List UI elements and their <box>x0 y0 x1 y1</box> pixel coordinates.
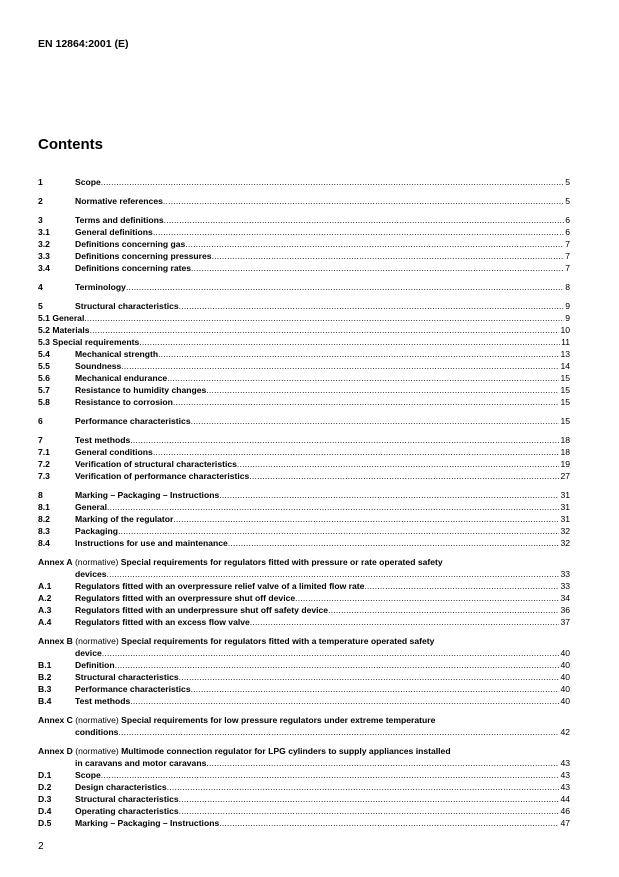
toc-entry-number: 8.2 <box>38 514 50 524</box>
toc-entry-title: Soundness <box>75 361 122 371</box>
toc-entry[interactable] <box>38 300 570 312</box>
toc-entry-page: 43 <box>560 770 570 780</box>
toc-entry-number: 6 <box>38 416 43 426</box>
toc-entry-page: 34 <box>560 593 570 603</box>
toc-entry-title: Verification of structural characteristics <box>75 459 237 469</box>
document-header: EN 12864:2001 (E) <box>38 38 129 50</box>
toc-entry-page: 13 <box>560 349 570 359</box>
toc-entry-title: Scope <box>75 770 101 780</box>
annex-note: (normative) <box>74 557 119 567</box>
toc-entry-page: 43 <box>560 758 570 768</box>
toc-entry-title: Verification of performance characteristics <box>75 471 250 481</box>
page-number: 2 <box>38 841 44 852</box>
toc-entry-title: Definitions concerning rates <box>75 263 192 273</box>
toc-entry-page: 36 <box>560 605 570 615</box>
toc-entry[interactable] <box>38 580 570 592</box>
toc-entry-page: 40 <box>560 684 570 694</box>
toc-entry[interactable] <box>38 415 570 427</box>
toc-entry[interactable] <box>38 312 570 324</box>
toc-entry[interactable] <box>38 793 570 805</box>
toc-entry-title: Marking of the regulator <box>75 514 174 524</box>
toc-entry-page: 33 <box>560 581 570 591</box>
toc-entry-title: Instructions for use and maintenance <box>75 538 228 548</box>
annex-b-heading[interactable] <box>38 635 570 647</box>
toc-entry-title: General definitions <box>75 227 153 237</box>
toc-entry-number: A.4 <box>38 617 52 627</box>
toc-entry-title: Test methods <box>75 696 131 706</box>
toc-entry[interactable] <box>38 683 570 695</box>
toc-entry-title: Performance characteristics <box>75 416 191 426</box>
toc-entry[interactable] <box>38 458 570 470</box>
toc-entry-title: Regulators fitted with an overpressure relief valve of a limited flow rate <box>75 581 365 591</box>
toc-entry-number: D.1 <box>38 770 52 780</box>
toc-entry-page: 5 <box>565 196 570 206</box>
toc-entry-number: B.2 <box>38 672 52 682</box>
toc-entry[interactable] <box>38 281 570 293</box>
toc-entry-page: 7 <box>565 239 570 249</box>
toc-entry-number: D.2 <box>38 782 52 792</box>
toc-entry-title: Mechanical endurance <box>75 373 168 383</box>
toc-entry-page: 8 <box>565 282 570 292</box>
toc-entry-number: 7.3 <box>38 471 50 481</box>
toc-entry-title: Structural characteristics <box>75 794 179 804</box>
toc-entry-title: Regulators fitted with an overpressure shut off device <box>75 593 296 603</box>
toc-entry-title: Design characteristics <box>75 782 167 792</box>
annex-label: Annex C <box>38 715 73 725</box>
annex-note: (normative) <box>75 636 119 646</box>
toc-entry[interactable] <box>38 592 570 604</box>
toc-entry-title: 5.3 Special requirements <box>38 337 140 347</box>
toc-entry[interactable] <box>38 805 570 817</box>
toc-entry-title: General <box>75 502 108 512</box>
toc-entry-title: Definition <box>75 660 115 670</box>
toc-entry-page: 6 <box>565 227 570 237</box>
toc-entry[interactable] <box>38 195 570 207</box>
toc-entry-number: 7 <box>38 435 43 445</box>
toc-entry[interactable] <box>38 781 570 793</box>
toc-entry-number: D.5 <box>38 818 52 828</box>
toc-entry-number: 5 <box>38 301 43 311</box>
toc-entry[interactable] <box>38 513 570 525</box>
toc-entry-page: 18 <box>560 447 570 457</box>
toc-entry-number: 3.2 <box>38 239 50 249</box>
toc-entry-page: 15 <box>560 385 570 395</box>
toc-entry-page: 7 <box>565 263 570 273</box>
toc-entry-title: Operating characteristics <box>75 806 179 816</box>
toc-entry-number: B.4 <box>38 696 52 706</box>
toc-entry[interactable] <box>38 384 570 396</box>
toc-entry-page: 46 <box>560 806 570 816</box>
toc-entry-page: 19 <box>560 459 570 469</box>
toc-entry-number: 8.3 <box>38 526 50 536</box>
toc-entry[interactable] <box>38 757 570 769</box>
annex-a-heading[interactable] <box>38 556 570 568</box>
toc-entry-number: B.1 <box>38 660 52 670</box>
toc-entry-page: 32 <box>560 538 570 548</box>
toc-entry[interactable] <box>38 238 570 250</box>
toc-entry-title: Structural characteristics <box>75 301 179 311</box>
toc-entry[interactable] <box>38 262 570 274</box>
toc-entry-page: 47 <box>560 818 570 828</box>
toc-entry-number: D.3 <box>38 794 52 804</box>
toc-entry-page: 27 <box>560 471 570 481</box>
toc-entry[interactable] <box>38 647 570 659</box>
toc-entry-page: 40 <box>560 648 570 658</box>
toc-entry-number: 5.8 <box>38 397 50 407</box>
toc-entry-page: 9 <box>565 313 570 323</box>
toc-entry-number: A.1 <box>38 581 52 591</box>
toc-entry-page: 42 <box>560 727 570 737</box>
toc-entry-number: A.2 <box>38 593 52 603</box>
annex-label: Annex D <box>38 746 73 756</box>
toc-entry-title: 5.2 Materials <box>38 325 90 335</box>
toc-entry-page: 40 <box>560 660 570 670</box>
toc-entry-title: Definitions concerning pressures <box>75 251 212 261</box>
toc-entry-number: B.3 <box>38 684 52 694</box>
annex-note: (normative) <box>75 746 119 756</box>
toc-entry[interactable] <box>38 695 570 707</box>
annex-title: Special requirements for regulators fitted with pressure or rate operated safety <box>120 557 443 567</box>
toc-entry-title: Mechanical strength <box>75 349 159 359</box>
toc-entry-title: Resistance to humidity changes <box>75 385 207 395</box>
toc-entry-page: 43 <box>560 782 570 792</box>
toc-entry[interactable] <box>38 525 570 537</box>
toc-entry-title: Marking – Packaging – Instructions <box>75 818 220 828</box>
annex-d-heading[interactable] <box>38 745 570 757</box>
toc-entry-title: Structural characteristics <box>75 672 179 682</box>
toc-entry-number: 7.2 <box>38 459 50 469</box>
toc-entry-page: 9 <box>565 301 570 311</box>
toc-entry-number: 3 <box>38 215 43 225</box>
toc-entry-title: Normative references <box>75 196 163 206</box>
toc-entry[interactable] <box>38 336 570 348</box>
toc-entry-page: 14 <box>560 361 570 371</box>
toc-entry-page: 7 <box>565 251 570 261</box>
toc-entry-number: 4 <box>38 282 43 292</box>
toc-entry-title: Terms and definitions <box>75 215 164 225</box>
annex-label: Annex A <box>38 557 73 567</box>
toc-entry-page: 11 <box>561 337 570 347</box>
toc-entry[interactable] <box>38 324 570 336</box>
toc-entry-page: 6 <box>565 215 570 225</box>
toc-entry-number: 3.3 <box>38 251 50 261</box>
toc-entry-title: in caravans and motor caravans <box>75 758 207 768</box>
toc-entry-page: 37 <box>560 617 570 627</box>
toc-entry-number: 3.1 <box>38 227 50 237</box>
toc-entry[interactable] <box>38 226 570 238</box>
toc-entry-title: Performance characteristics <box>75 684 191 694</box>
toc-entry[interactable] <box>38 176 570 188</box>
table-of-contents <box>38 176 570 829</box>
toc-entry-title: Scope <box>75 177 101 187</box>
toc-entry-number: 8.4 <box>38 538 50 548</box>
annex-note: (normative) <box>75 715 119 725</box>
toc-entry-page: 15 <box>560 416 570 426</box>
toc-entry-title: device <box>75 648 102 658</box>
toc-entry-title: General conditions <box>75 447 153 457</box>
toc-entry[interactable] <box>38 360 570 372</box>
toc-entry-page: 15 <box>560 373 570 383</box>
toc-entry-title: 5.1 General <box>38 313 85 323</box>
toc-entry-number: 5.5 <box>38 361 50 371</box>
toc-entry[interactable] <box>38 726 570 738</box>
toc-entry-page: 31 <box>560 502 570 512</box>
toc-entry[interactable] <box>38 214 570 226</box>
toc-entry-page: 32 <box>560 526 570 536</box>
toc-entry-title: Packaging <box>75 526 118 536</box>
toc-entry[interactable] <box>38 446 570 458</box>
toc-entry-number: 7.1 <box>38 447 50 457</box>
toc-entry-number: 3.4 <box>38 263 50 273</box>
toc-entry-number: 8 <box>38 490 43 500</box>
toc-entry-page: 33 <box>560 569 570 579</box>
annex-label: Annex B <box>38 636 73 646</box>
toc-entry[interactable] <box>38 671 570 683</box>
toc-entry[interactable] <box>38 396 570 408</box>
toc-entry-page: 5 <box>565 177 570 187</box>
annex-title: Multimode connection regulator for LPG cylinders to supply appliances installed <box>121 746 451 756</box>
toc-entry[interactable] <box>38 250 570 262</box>
annex-title: Special requirements for low pressure regulators under extreme temperature <box>121 715 436 725</box>
toc-entry-number: 1 <box>38 177 43 187</box>
toc-entry[interactable] <box>38 501 570 513</box>
toc-entry-number: 2 <box>38 196 43 206</box>
annex-c-heading[interactable] <box>38 714 570 726</box>
toc-entry-number: 5.4 <box>38 349 50 359</box>
toc-entry-title: Resistance to corrosion <box>75 397 173 407</box>
toc-entry[interactable] <box>38 568 570 580</box>
toc-entry-title: Marking – Packaging – Instructions <box>75 490 220 500</box>
toc-entry-number: 5.7 <box>38 385 50 395</box>
toc-entry-page: 44 <box>560 794 570 804</box>
toc-entry-number: D.4 <box>38 806 52 816</box>
toc-entry[interactable] <box>38 372 570 384</box>
toc-entry[interactable] <box>38 616 570 628</box>
toc-entry-page: 40 <box>560 672 570 682</box>
toc-entry-page: 40 <box>560 696 570 706</box>
annex-title: Special requirements for regulators fitted with a temperature operated safety <box>121 636 435 646</box>
toc-entry-title: Definitions concerning gas <box>75 239 186 249</box>
toc-entry-number: A.3 <box>38 605 52 615</box>
toc-entry-page: 31 <box>560 490 570 500</box>
toc-entry-page: 31 <box>560 514 570 524</box>
toc-entry-title: Terminology <box>75 282 126 292</box>
toc-entry[interactable] <box>38 659 570 671</box>
toc-entry[interactable] <box>38 769 570 781</box>
toc-entry-title: Regulators fitted with an excess flow valve <box>75 617 250 627</box>
toc-entry-title: devices <box>75 569 107 579</box>
toc-entry-number: 8.1 <box>38 502 50 512</box>
toc-entry[interactable] <box>38 604 570 616</box>
toc-entry-page: 10 <box>560 325 570 335</box>
page-title: Contents <box>38 136 103 153</box>
toc-entry[interactable] <box>38 489 570 501</box>
toc-entry[interactable] <box>38 434 570 446</box>
toc-entry-page: 18 <box>560 435 570 445</box>
toc-entry[interactable] <box>38 348 570 360</box>
toc-entry-title: conditions <box>75 727 119 737</box>
toc-entry-page: 15 <box>560 397 570 407</box>
toc-entry-title: Test methods <box>75 435 131 445</box>
toc-entry[interactable] <box>38 537 570 549</box>
toc-entry[interactable] <box>38 470 570 482</box>
toc-entry-number: 5.6 <box>38 373 50 383</box>
toc-entry-title: Regulators fitted with an underpressure shut off safety device <box>75 605 329 615</box>
toc-entry[interactable] <box>38 817 570 829</box>
